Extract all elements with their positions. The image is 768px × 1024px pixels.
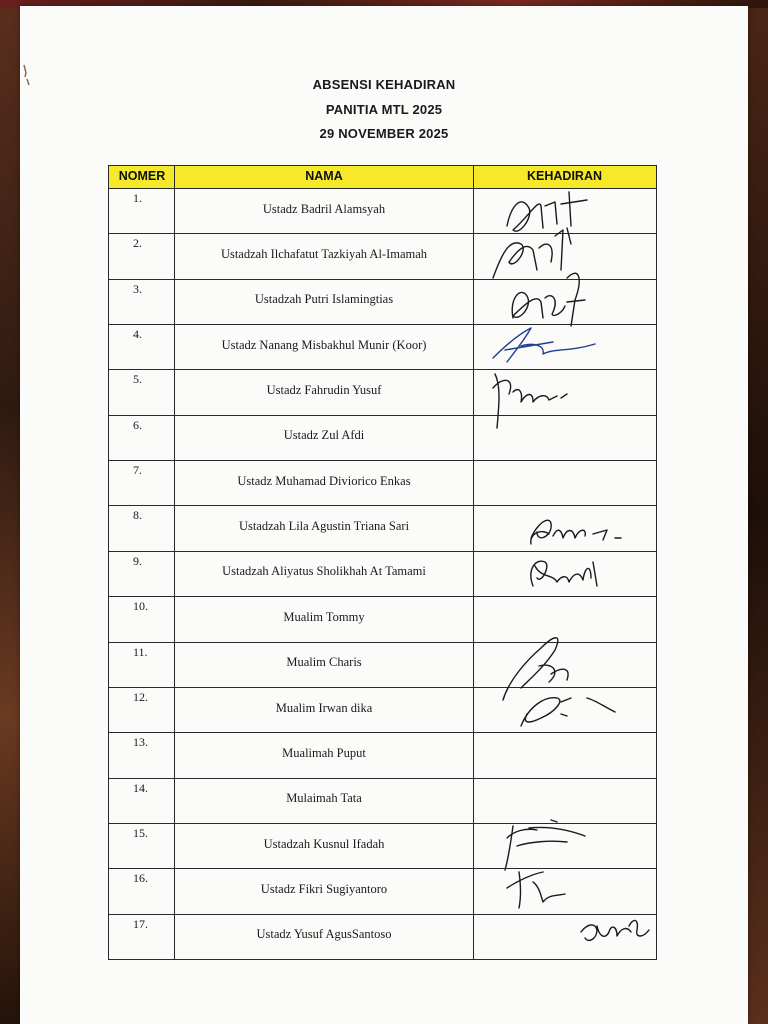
row-number: 13. — [133, 735, 148, 750]
handwritten-signature — [512, 273, 585, 326]
row-number: 12. — [133, 689, 148, 704]
row-number: 5. — [133, 372, 142, 387]
row-name: Ustadzah Lila Agustin Triana Sari — [238, 519, 410, 534]
handwritten-signature — [507, 192, 587, 231]
background-left-edge — [0, 0, 22, 1024]
row-name: Ustadzah Aliyatus Sholikhah At Tamami — [222, 564, 426, 579]
row-number: 14. — [133, 780, 148, 795]
document-subtitle: PANITIA MTL 2025 — [325, 102, 443, 117]
handwritten-signature — [531, 520, 621, 544]
row-number: 3. — [133, 281, 142, 296]
handwritten-signature — [493, 374, 567, 428]
row-number: 16. — [133, 871, 148, 886]
row-name: Ustadz Nanang Misbakhul Munir (Koor) — [221, 337, 427, 352]
row-number: 8. — [133, 508, 142, 523]
row-name: Ustadz Yusuf AgusSantoso — [256, 927, 392, 942]
handwritten-signature — [503, 638, 615, 726]
row-name: Ustadzah Putri Islamingtias — [254, 292, 394, 307]
handwritten-signature — [505, 820, 585, 870]
row-number: 1. — [133, 191, 142, 205]
row-number: 17. — [133, 916, 148, 931]
row-number: 11. — [133, 644, 148, 659]
handwritten-signature — [581, 920, 649, 940]
header-kehadiran: KEHADIRAN — [527, 169, 602, 183]
row-number: 7. — [133, 463, 142, 478]
background-right-edge — [746, 0, 768, 1024]
handwritten-signature — [507, 872, 565, 908]
handwritten-signature — [531, 561, 597, 586]
row-number: 10. — [133, 599, 148, 614]
row-name: Mualim Charis — [286, 655, 362, 670]
row-name: Ustadzah Kusnul Ifadah — [263, 836, 385, 851]
header-nomer: NOMER — [118, 169, 166, 183]
header-nama: NAMA — [305, 169, 343, 183]
attendance-table — [108, 165, 657, 960]
row-name: Ustadz Fikri Sugiyantoro — [260, 881, 388, 896]
row-name: Mualimah Puput — [282, 745, 366, 760]
row-name: Ustadz Fahrudin Yusuf — [266, 383, 382, 398]
signature-layer — [109, 166, 656, 959]
row-name: Ustadz Muhamad Diviorico Enkas — [237, 473, 411, 488]
row-number: 4. — [133, 327, 142, 342]
row-number: 2. — [133, 236, 142, 251]
handwritten-signature — [493, 228, 571, 278]
row-name: Ustadz Zul Afdi — [283, 428, 365, 443]
row-number: 9. — [133, 553, 142, 568]
row-name: Mulaimah Tata — [286, 791, 362, 806]
row-name: Ustadz Badril Alamsyah — [262, 201, 386, 216]
row-name: Mualim Irwan dika — [275, 700, 373, 715]
handwritten-signature — [493, 328, 595, 362]
row-name: Ustadzah Ilchafatut Tazkiyah Al-Imamah — [220, 247, 428, 262]
row-number: 6. — [133, 417, 142, 432]
document-title: ABSENSI KEHADIRAN — [312, 77, 456, 92]
row-number: 15. — [133, 825, 148, 840]
row-name: Mualim Tommy — [283, 609, 365, 624]
document-date: 29 NOVEMBER 2025 — [319, 126, 449, 141]
